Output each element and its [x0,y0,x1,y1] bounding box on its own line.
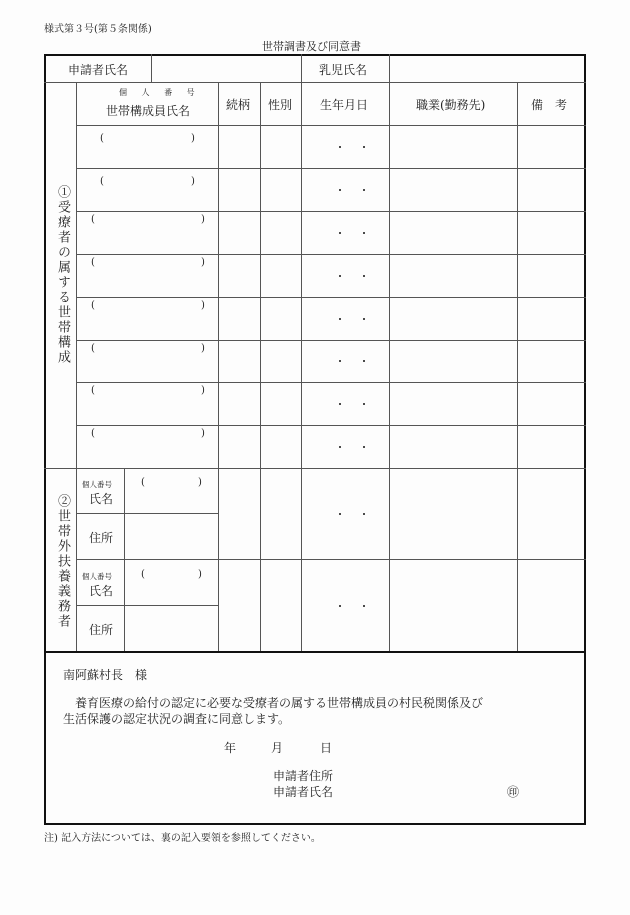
divider [260,82,261,469]
paren-close: ) [198,477,202,488]
infant-name-label: 乳児氏名 [319,63,368,77]
col-member-name: 世帯構成員氏名 [106,104,191,118]
footnote: 注) 記入方法については、裏の記入要領を参照してください。 [44,833,321,844]
personal-number-label: 個人番号 [82,572,112,581]
paren-open: ( [91,214,95,225]
paren-close: ) [191,176,195,187]
member-name-field[interactable] [77,212,218,254]
personal-number-label: 個人番号 [82,480,112,489]
paren-open: ( [141,569,145,580]
day-label: 日 [320,741,333,755]
divider [151,54,152,82]
section2-label: ②世帯外扶養義務者 [55,494,70,629]
consent-body-line2: 生活保護の認定状況の調査に同意します。 [63,712,291,726]
divider [389,54,390,82]
address-label: 住所 [89,623,114,637]
paren-close: ) [201,385,205,396]
member-name-field[interactable] [77,255,218,297]
name-label: 氏名 [89,492,114,506]
applicant-name-field[interactable] [152,55,301,82]
paren-close: ) [198,569,202,580]
section1-label: ①受療者の属する世帯構成 [55,185,70,365]
paren-close: ) [201,300,205,311]
paren-open: ( [141,477,145,488]
paren-open: ( [91,257,95,268]
supporter-name-field[interactable] [125,469,218,513]
paren-open: ( [91,385,95,396]
col-occupation: 職業(勤務先) [416,98,486,112]
name-label: 氏名 [89,584,114,598]
member-name-field[interactable] [77,426,218,468]
paren-open: ( [91,343,95,354]
paren-close: ) [201,257,205,268]
seal-icon: ㊞ [507,785,520,799]
paren-open: ( [100,133,104,144]
col-gender: 性別 [268,98,293,112]
paren-close: ) [201,428,205,439]
applicant-address-label: 申請者住所 [273,769,334,783]
member-name-field[interactable] [77,341,218,382]
paren-close: ) [201,214,205,225]
divider [260,469,261,651]
page-title: 世帯調書及び同意書 [262,40,361,53]
address-label: 住所 [89,531,114,545]
member-name-field[interactable] [77,298,218,340]
member-name-field[interactable] [77,126,218,168]
divider [301,54,302,82]
member-name-field[interactable] [77,169,218,211]
year-label: 年 [224,741,237,755]
applicant-name-label-2: 申請者氏名 [273,785,334,799]
month-label: 月 [271,741,284,755]
paren-open: ( [100,176,104,187]
paren-close: ) [191,133,195,144]
col-relationship: 続柄 [226,98,251,112]
col-remarks: 備 考 [531,98,568,112]
divider [44,82,586,83]
paren-open: ( [91,300,95,311]
form-number: 様式第３号(第５条関係) [44,24,152,35]
col-personal-number: 個 人 番 号 [119,88,201,97]
paren-open: ( [91,428,95,439]
paren-close: ) [201,343,205,354]
infant-name-field[interactable] [390,55,586,82]
addressee: 南阿蘇村長 様 [63,668,148,682]
applicant-name-label: 申請者氏名 [68,63,129,77]
consent-body-line1: 養育医療の給付の認定に必要な受療者の属する世帯構成員の村民税関係及び [75,696,484,710]
supporter-name-field[interactable] [125,560,218,605]
supporter-address-field[interactable] [125,606,218,651]
supporter-address-field[interactable] [125,514,218,559]
member-name-field[interactable] [77,383,218,425]
col-birth-date: 生年月日 [320,98,369,112]
divider [44,651,586,653]
